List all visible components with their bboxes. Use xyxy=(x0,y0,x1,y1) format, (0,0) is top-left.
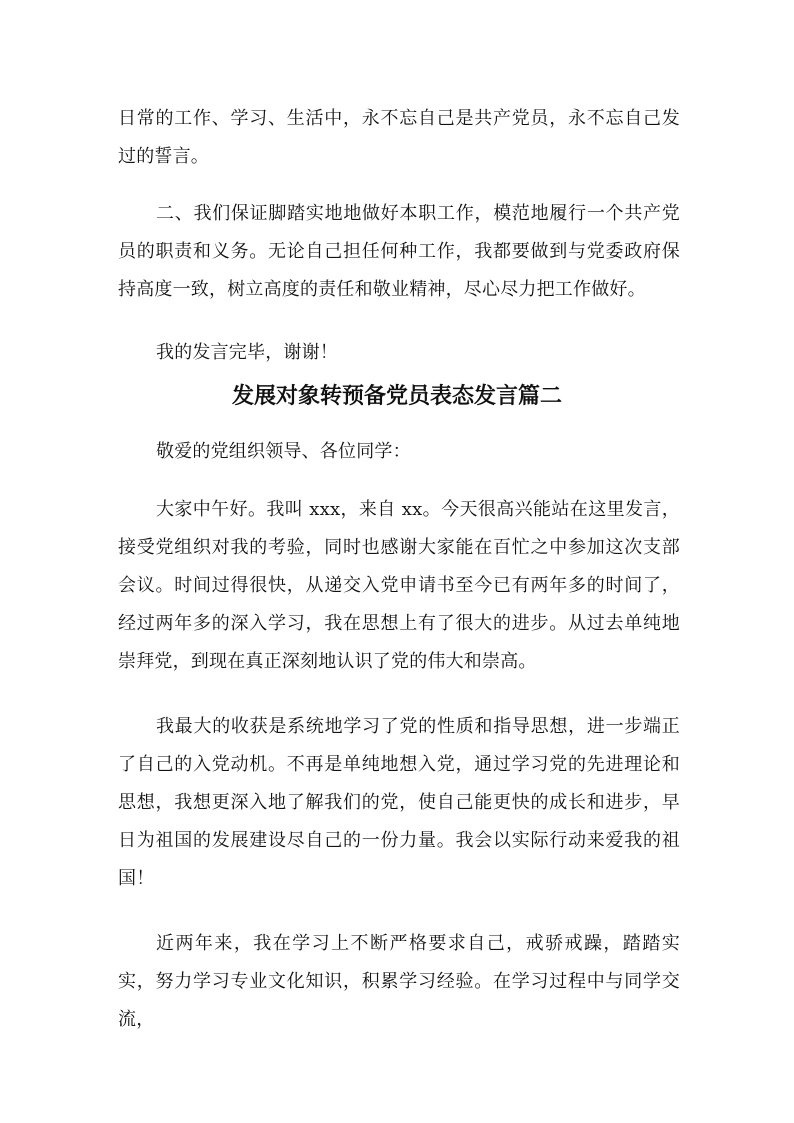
paragraph-study-effort: 近两年来，我在学习上不断严格要求自己，戒骄戒躁，踏踏实实，努力学习专业文化知识，积累学习经验。在学习过程中与同学交流， xyxy=(118,933,680,1030)
paragraph-duty-commitment: 二、我们保证脚踏实地地做好本职工作，模范地履行一个共产党员的职责和义务。无论自己担任何种工作，我都要做到与党委政府保持高度一致，树立高度的责任和敬业精神，尽心尽力把工作做好。 xyxy=(118,203,680,300)
paragraph-closing-thanks: 我的发言完毕，谢谢！ xyxy=(156,342,338,363)
paragraph-oath-continuation: 日常的工作、学习、生活中，永不忘自己是共产党员，永不忘自己发过的誓言。 xyxy=(118,108,680,167)
paragraph-main-gain: 我最大的收获是系统地学习了党的性质和指导思想，进一步端正了自己的入党动机。不再是单纯地想入党，通过学习党的先进理论和思想，我想更深入地了解我们的党，使自己能更快的成长和进步，早日为祖国的发展建设尽自己的一份力量。我会以实际行动来爱我的祖国！ xyxy=(118,716,680,889)
section-title: 发展对象转预备党员表态发言篇二 xyxy=(231,383,562,409)
paragraph-introduction: 大家中午好。我叫 xxx，来自 xx。今天很高兴能站在这里发言，接受党组织对我的考验，同时也感谢大家能在百忙之中参加这次支部会议。时间过得很快，从递交入党申请书至今已有两年多的时间了，经过两年多的深入学习，我在思想上有了很大的进步。从过去单纯地崇拜党，到现在真正深刻地认识了党的伟大和崇高。 xyxy=(118,499,680,672)
paragraph-greeting: 敬爱的党组织领导、各位同学： xyxy=(156,441,411,462)
